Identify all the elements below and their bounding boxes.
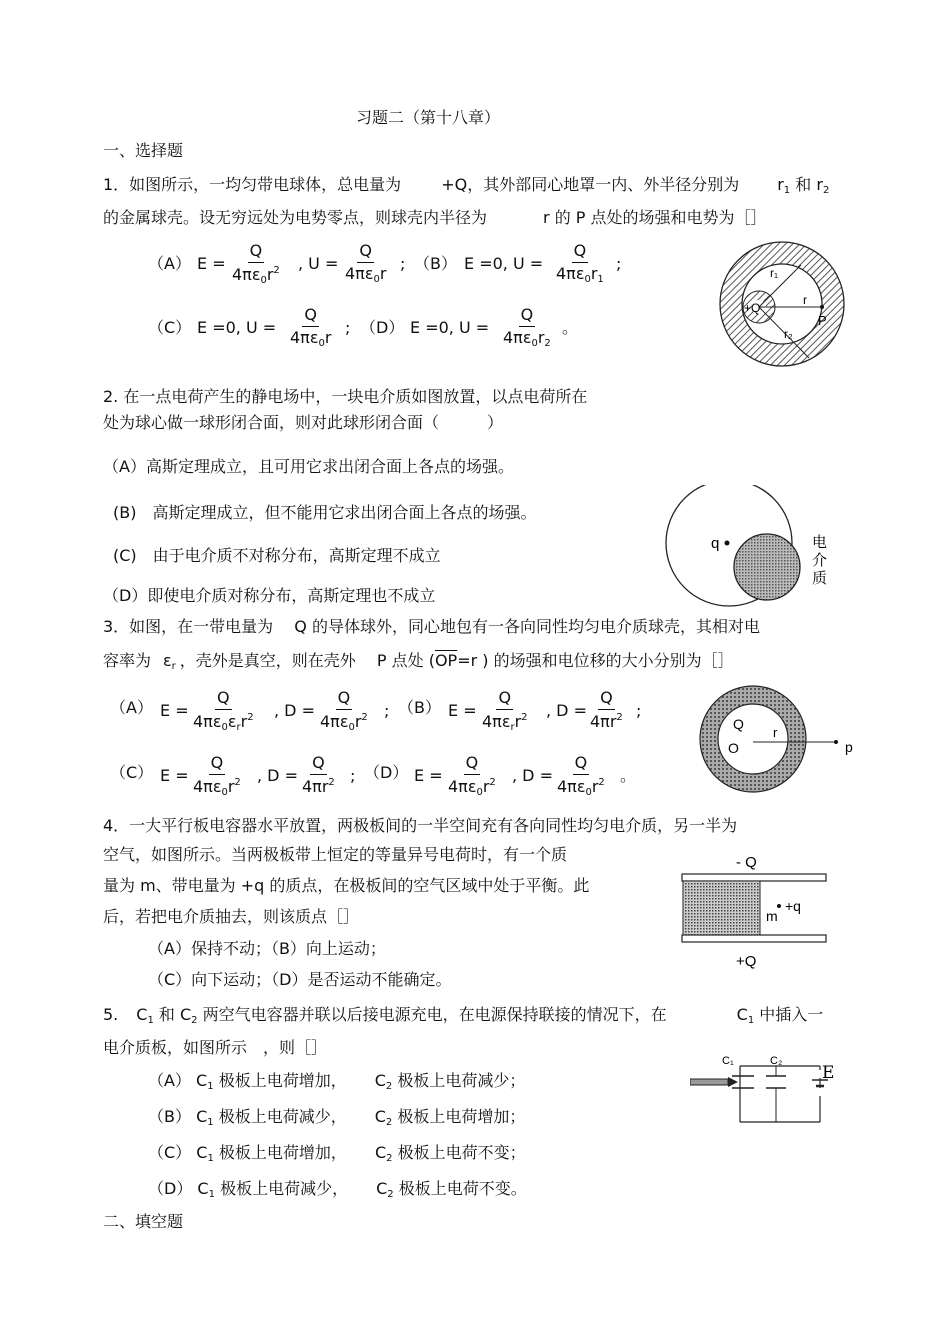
q5-option-d: （D） $C_1$ 极板上电荷减少， $C_2$ 极板上电荷不变。 — [148, 1179, 527, 1200]
q2-line2: 处为球心做一球形闭合面，则对此球形闭合面（ ） — [103, 413, 504, 432]
q3-d-d-fraction: $\frac{Q}{4\pi\varepsilon_0r^2}$ — [557, 753, 605, 798]
svg-text:E: E — [822, 1063, 835, 1083]
svg-text:r: r — [773, 725, 778, 740]
svg-text:- Q: - Q — [736, 854, 757, 871]
q3-option-a-label: （A） — [110, 698, 153, 717]
svg-text:+Q: +Q — [736, 953, 757, 970]
q3-b-e-fraction: Q $4\pi\varepsilon_rr^2$ — [482, 688, 528, 733]
q1-shell-diagram — [704, 240, 864, 368]
q3-dielectric-shell-diagram — [686, 684, 866, 794]
q2-option-b: (B) 高斯定理成立，但不能用它求出闭合面上各点的场强。 — [113, 503, 537, 522]
q2-dielectric-diagram — [664, 485, 844, 607]
q5-line1: 5. $C_1$ 和 $C_2$ 两空气电容器并联以后接电源充电，在电源保持联接的情况下，在 $C_1$ 中插入一 — [103, 1005, 824, 1026]
q3-option-d-label: （D） — [364, 763, 409, 782]
q3-line1: 3．如图，在一带电量为 Q 的导体球外，同心地包有一各向同性均匀电介质球壳，其相对电 — [103, 617, 760, 636]
q3-option-c-label: （C） — [110, 763, 154, 782]
svg-text:+q: +q — [785, 898, 801, 914]
q1-c-u-fraction: $\frac{Q}{4\pi\varepsilon_0r}$ — [290, 305, 332, 349]
q3-option-b-label: （B） — [398, 698, 441, 717]
q4-line1: 4．一大平行板电容器水平放置，两极板间的一半空间充有各向同性均匀电介质，另一半为 — [103, 816, 738, 835]
q1-option-a-label: （A） — [148, 254, 191, 273]
svg-text:p: p — [845, 739, 853, 755]
q4-options-ab: （A）保持不动；（B）向上运动； — [148, 939, 386, 958]
q2-option-c: (C) 由于电介质不对称分布，高斯定理不成立 — [113, 546, 441, 565]
q5-option-c: （C） $C_1$ 极板上电荷增加， $C_2$ 极板上电荷不变； — [148, 1143, 526, 1164]
page-title: 习题二（第十八章） — [356, 108, 501, 127]
q3-b-d-fraction: $\frac{Q}{4\pi r^2}$ — [590, 688, 623, 731]
q3-line2: 容率为 $\varepsilon_r$ ，壳外是真空，则在壳外 P 点处 ($\overline{OP}=r$ ) 的场强和电位移的大小分别为［］ — [103, 651, 734, 672]
q1-option-d-label: （D） — [360, 318, 405, 337]
q4-options-cd: （C）向下运动；（D）是否运动不能确定。 — [148, 970, 452, 989]
svg-text:质: 质 — [812, 569, 828, 587]
q5-option-a: （A） $C_1$ 极板上电荷增加， $C_2$ 极板上电荷减少； — [148, 1071, 526, 1092]
svg-text:O: O — [728, 740, 739, 756]
svg-text:电: 电 — [812, 533, 828, 551]
q3-d-e-fraction: $\frac{Q}{4\pi\varepsilon_0r^2}$ — [448, 753, 496, 798]
q1-line1: 1．如图所示，一均匀带电球体，总电量为 +Q，其外部同心地罩一内、外半径分别为 $r_1$ 和 $r_2$ — [103, 175, 830, 196]
q4-line4: 后，若把电介质抽去，则该质点［］ — [103, 907, 360, 926]
svg-text:介: 介 — [812, 551, 828, 569]
q3-c-d-fraction: $\frac{Q}{4\pi r^2}$ — [302, 753, 335, 796]
section-choice-heading: 一、选择题 — [103, 141, 184, 160]
svg-text:r: r — [803, 293, 807, 307]
q3-c-e-fraction: $\frac{Q}{4\pi\varepsilon_0r^2}$ — [193, 753, 241, 798]
q2-option-d: （D）即使电介质对称分布，高斯定理也不成立 — [103, 586, 436, 605]
q1-d-u-fraction: $\frac{Q}{4\pi\varepsilon_0r_2}$ — [503, 305, 551, 349]
svg-text:+Q: +Q — [744, 301, 761, 315]
q5-line2: 电介质板，如图所示 ，则［］ — [103, 1038, 328, 1057]
section-fill-heading: 二、填空题 — [103, 1212, 184, 1231]
svg-text:m: m — [766, 908, 778, 924]
q1-option-b-label: （B） — [414, 254, 457, 273]
q1-line2: 的金属球壳。设无穷远处为电势零点，则球壳内半径为 r 的 P 点处的场强和电势为［］ — [103, 208, 767, 227]
svg-text:Q: Q — [733, 716, 744, 732]
q2-option-a: （A）高斯定理成立，且可用它求出闭合面上各点的场强。 — [103, 457, 514, 476]
svg-text:r₂: r₂ — [784, 327, 793, 341]
q4-line3: 量为 m、带电量为 +q 的质点，在极板间的空气区域中处于平衡。此 — [103, 876, 590, 895]
q1-a-e-fraction: $\frac{Q}{4\pi\varepsilon_0r^2}$ — [232, 241, 280, 286]
svg-text:C₂: C₂ — [770, 1055, 783, 1067]
q3-a-d-fraction: $\frac{Q}{4\pi\varepsilon_0r^2}$ — [320, 688, 368, 733]
q2-line1: 2. 在一点电荷产生的静电场中，一块电介质如图放置，以点电荷所在 — [103, 387, 588, 406]
q1-option-a-e: E = — [197, 254, 226, 273]
q5-parallel-capacitors-diagram — [690, 1050, 840, 1128]
q1-option-c-label: （C） — [148, 318, 192, 337]
q4-capacitor-diagram — [676, 850, 831, 975]
svg-text:P: P — [818, 313, 827, 328]
q1-b-u-fraction: $\frac{Q}{4\pi\varepsilon_0r_1}$ — [556, 241, 604, 285]
q5-option-b: （B） $C_1$ 极板上电荷减少， $C_2$ 极板上电荷增加； — [148, 1107, 526, 1128]
svg-text:C₁: C₁ — [722, 1055, 734, 1067]
svg-text:r₁: r₁ — [770, 266, 779, 280]
svg-text:q: q — [711, 535, 720, 552]
q4-line2: 空气，如图所示。当两极板带上恒定的等量异号电荷时，有一个质 — [103, 845, 568, 864]
q1-a-u-fraction: $\frac{Q}{4\pi\varepsilon_0r}$ — [345, 241, 387, 285]
q3-a-e-fraction: Q $4\pi\varepsilon_0\varepsilon_rr^2$ — [193, 688, 254, 733]
